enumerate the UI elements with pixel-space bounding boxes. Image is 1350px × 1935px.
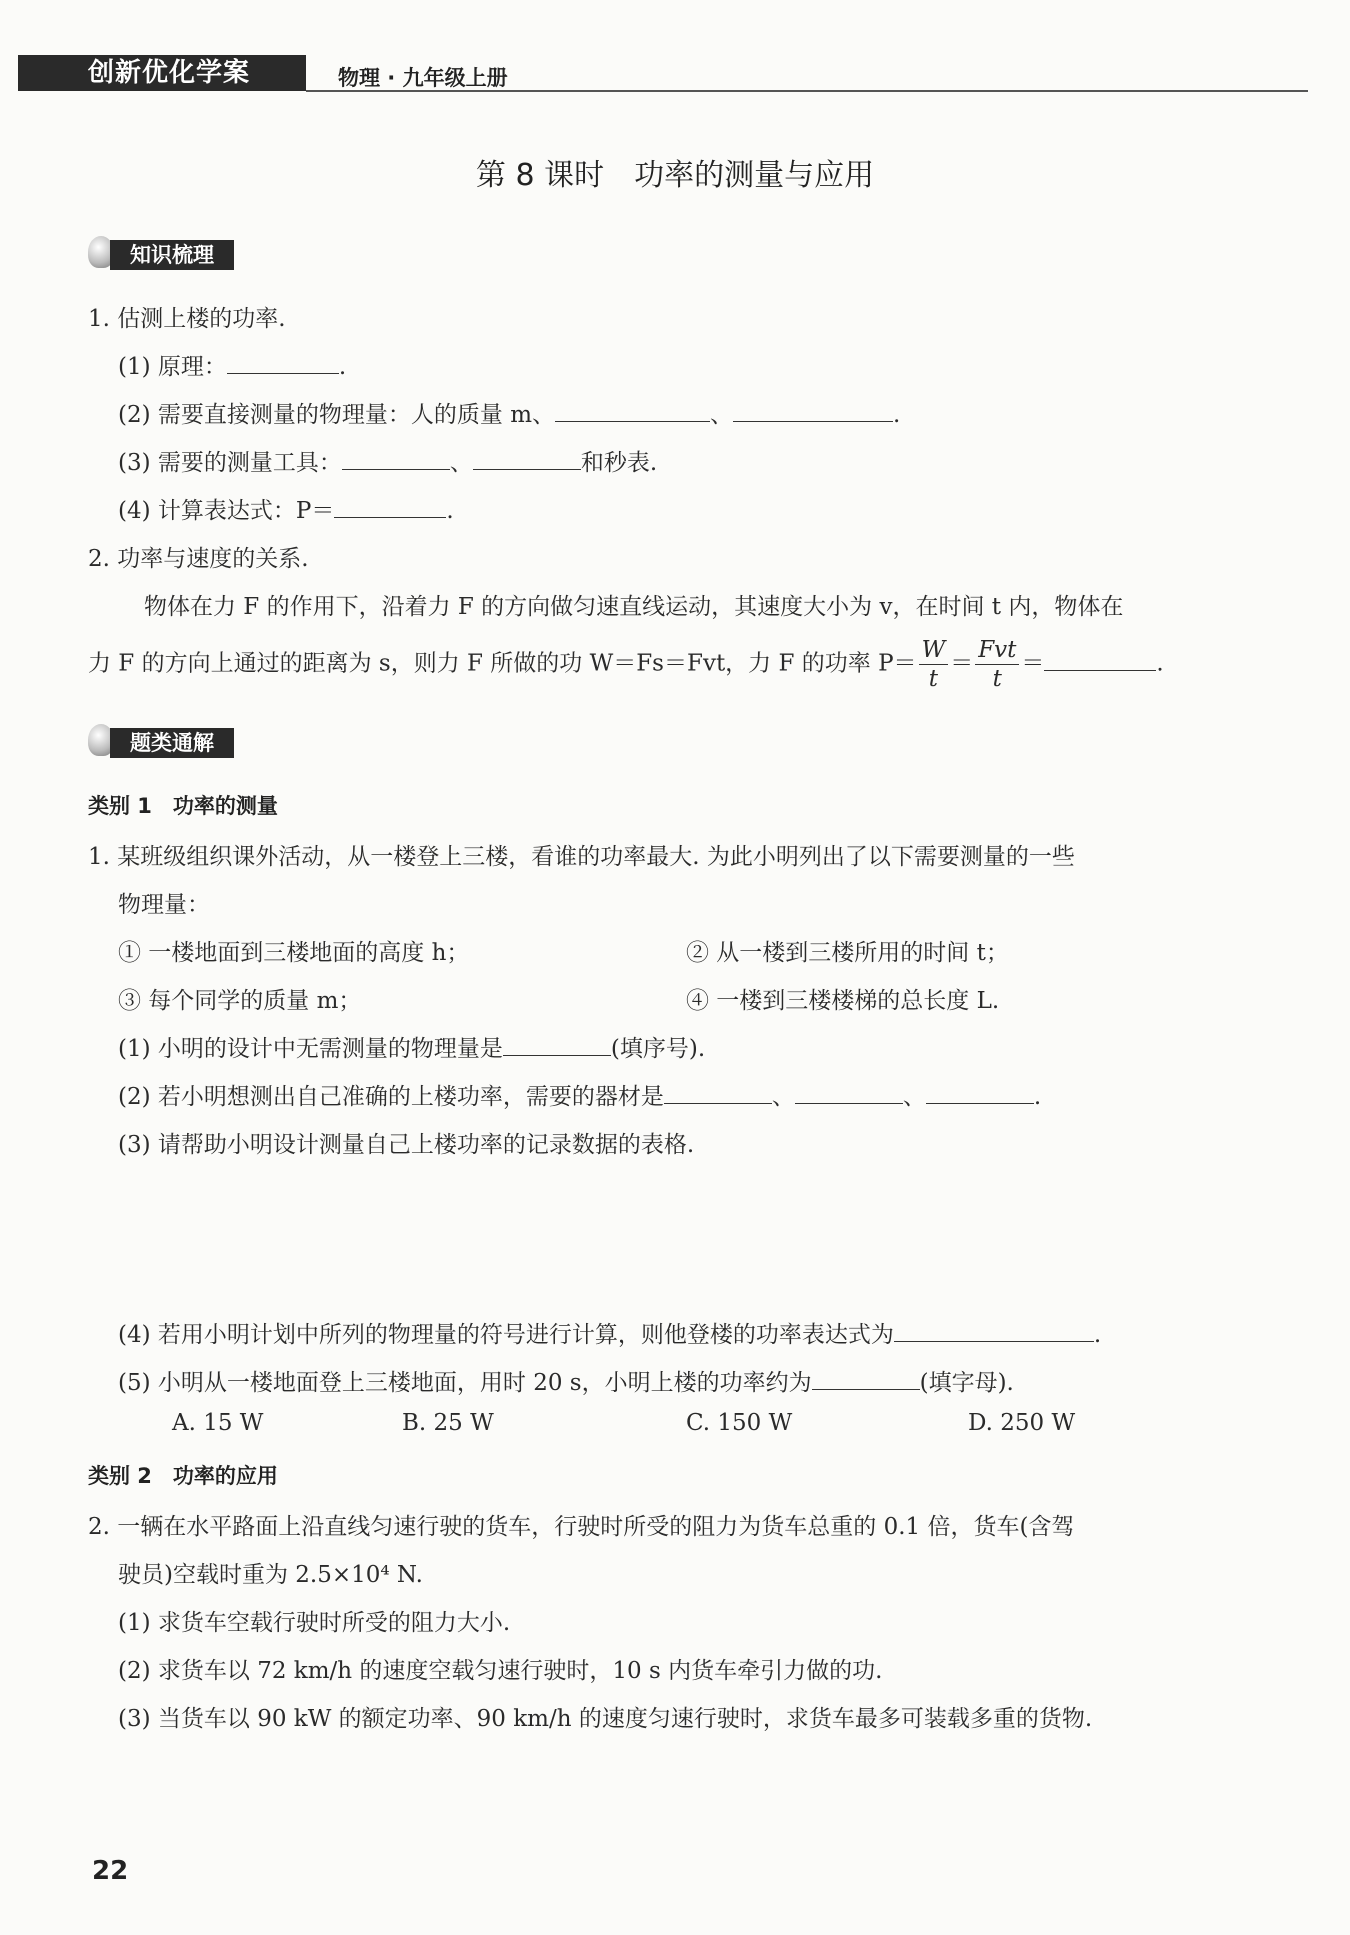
answer-blank[interactable] xyxy=(473,445,581,470)
p1-stem-line2: 物理量： xyxy=(118,892,210,918)
p1-sub4: (4) 若用小明计划中所列的物理量的符号进行计算，则他登楼的功率表达式为 . xyxy=(118,1316,1101,1349)
category-1-heading: 类别 1 功率的测量 xyxy=(88,794,278,818)
choice-c[interactable]: C. 150 W xyxy=(686,1410,793,1436)
section-label: 知识梳理 xyxy=(110,240,234,270)
choice-a[interactable]: A. 15 W xyxy=(172,1410,264,1436)
answer-blank[interactable] xyxy=(1044,646,1156,671)
category-2-heading: 类别 2 功率的应用 xyxy=(88,1464,278,1488)
q1-1-text: (1) 原理： xyxy=(118,354,227,380)
subject-label: 物理 · 九年级上册 xyxy=(338,66,508,90)
p1-sub5-tail: (填字母). xyxy=(919,1370,1014,1396)
p2-sub2: (2) 求货车以 72 km/h 的速度空载匀速行驶时，10 s 内货车牵引力做的功. xyxy=(118,1658,883,1684)
answer-blank[interactable] xyxy=(664,1079,772,1104)
brand-banner: 创新优化学案 xyxy=(18,55,306,91)
p2-stem-line1: 2. 一辆在水平路面上沿直线匀速行驶的货车，行驶时所受的阻力为货车总重的 0.1 倍，货车(含驾 xyxy=(88,1514,1075,1540)
p1-sub2: (2) 若小明想测出自己准确的上楼功率，需要的器材是 、 、 . xyxy=(118,1078,1041,1111)
knowledge-q1-3: (3) 需要的测量工具： 、 和秒表. xyxy=(118,444,657,477)
p1-sub1 xyxy=(118,1030,705,1063)
q1-3-text: (3) 需要的测量工具： xyxy=(118,450,342,476)
answer-blank[interactable] xyxy=(555,397,710,422)
page-header xyxy=(18,50,1338,96)
fraction-numerator: W xyxy=(919,636,949,665)
p1-sub1-text: (1) 小明的设计中无需测量的物理量是 xyxy=(118,1036,503,1062)
p1-sub5 xyxy=(118,1364,1014,1397)
answer-blank[interactable] xyxy=(503,1031,611,1056)
p1-option-4: ④ 一楼到三楼楼梯的总长度 L. xyxy=(686,988,1000,1014)
answer-blank[interactable] xyxy=(795,1079,903,1104)
answer-blank[interactable] xyxy=(894,1317,1094,1342)
knowledge-q2-para2: 力 F 的方向上通过的距离为 s，则力 F 所做的功 W＝Fs＝Fvt，力 F 的功率 P＝ $\frac{W}{t}$ ＝ $\frac{\text{Fvt}}{t}$ ＝ . xyxy=(88,637,1164,692)
answer-blank[interactable] xyxy=(733,397,893,422)
knowledge-q2-para1: 物体在力 F 的作用下，沿着力 F 的方向做匀速直线运动，其速度大小为 v，在时间 t 内，物体在 xyxy=(144,594,1124,620)
knowledge-q1-1: (1) 原理： . xyxy=(118,348,346,381)
p2-sub3: (3) 当货车以 90 kW 的额定功率、90 km/h 的速度匀速行驶时，求货车最多可装载多重的货物. xyxy=(118,1706,1093,1732)
header-rule xyxy=(306,90,1308,92)
q2-para2-text: 力 F 的方向上通过的距离为 s，则力 F 所做的功 W＝Fs＝Fvt，力 F 的功率 P＝ xyxy=(88,650,917,677)
p1-sub1-tail: (填序号). xyxy=(610,1036,706,1062)
page-number: 22 xyxy=(92,1856,129,1886)
answer-blank[interactable] xyxy=(227,349,339,374)
page-title: 第 8 课时 功率的测量与应用 xyxy=(475,158,875,193)
p1-sub3: (3) 请帮助小明设计测量自己上楼功率的记录数据的表格. xyxy=(118,1132,695,1158)
q1-3-tail: 和秒表. xyxy=(580,450,658,476)
section-label: 题类通解 xyxy=(110,728,234,758)
choice-d[interactable]: D. 250 W xyxy=(968,1410,1076,1436)
fraction-fvt-over-t xyxy=(975,636,1019,693)
knowledge-q2: 2. 功率与速度的关系. xyxy=(88,546,309,572)
p1-option-3: ③ 每个同学的质量 m； xyxy=(118,988,362,1014)
fraction-denominator: t xyxy=(928,666,938,692)
knowledge-q1-2: (2) 需要直接测量的物理量：人的质量 m、 、 . xyxy=(118,396,900,429)
q1-4-text: (4) 计算表达式：P＝ xyxy=(118,498,335,524)
knowledge-q1-4: (4) 计算表达式：P＝ . xyxy=(118,492,454,525)
answer-blank[interactable] xyxy=(334,493,446,518)
p2-sub1: (1) 求货车空载行驶时所受的阻力大小. xyxy=(118,1610,511,1636)
knowledge-q1: 1. 估测上楼的功率. xyxy=(88,306,286,332)
fraction-numerator: Fvt xyxy=(975,636,1019,665)
fraction-denominator: t xyxy=(992,666,1002,692)
p1-sub4-text: (4) 若用小明计划中所列的物理量的符号进行计算，则他登楼的功率表达式为 xyxy=(118,1322,894,1348)
p1-option-1: ① 一楼地面到三楼地面的高度 h； xyxy=(118,940,470,966)
p1-sub5-text: (5) 小明从一楼地面登上三楼地面，用时 20 s，小明上楼的功率约为 xyxy=(118,1370,812,1396)
p1-sub2-text: (2) 若小明想测出自己准确的上楼功率，需要的器材是 xyxy=(118,1084,664,1110)
q1-2-text: (2) 需要直接测量的物理量：人的质量 m、 xyxy=(118,402,556,428)
answer-blank[interactable] xyxy=(342,445,450,470)
fraction-w-over-t xyxy=(919,636,949,693)
p1-stem-line1: 1. 某班级组织课外活动，从一楼登上三楼，看谁的功率最大. 为此小明列出了以下需要测量的一些 xyxy=(88,844,1075,870)
answer-blank[interactable] xyxy=(812,1365,920,1390)
choice-b[interactable]: B. 25 W xyxy=(402,1410,494,1436)
p2-stem-line2: 驶员)空载时重为 2.5×10⁴ N. xyxy=(118,1562,423,1588)
answer-blank[interactable] xyxy=(926,1079,1034,1104)
p1-option-2: ② 从一楼到三楼所用的时间 t； xyxy=(686,940,1009,966)
